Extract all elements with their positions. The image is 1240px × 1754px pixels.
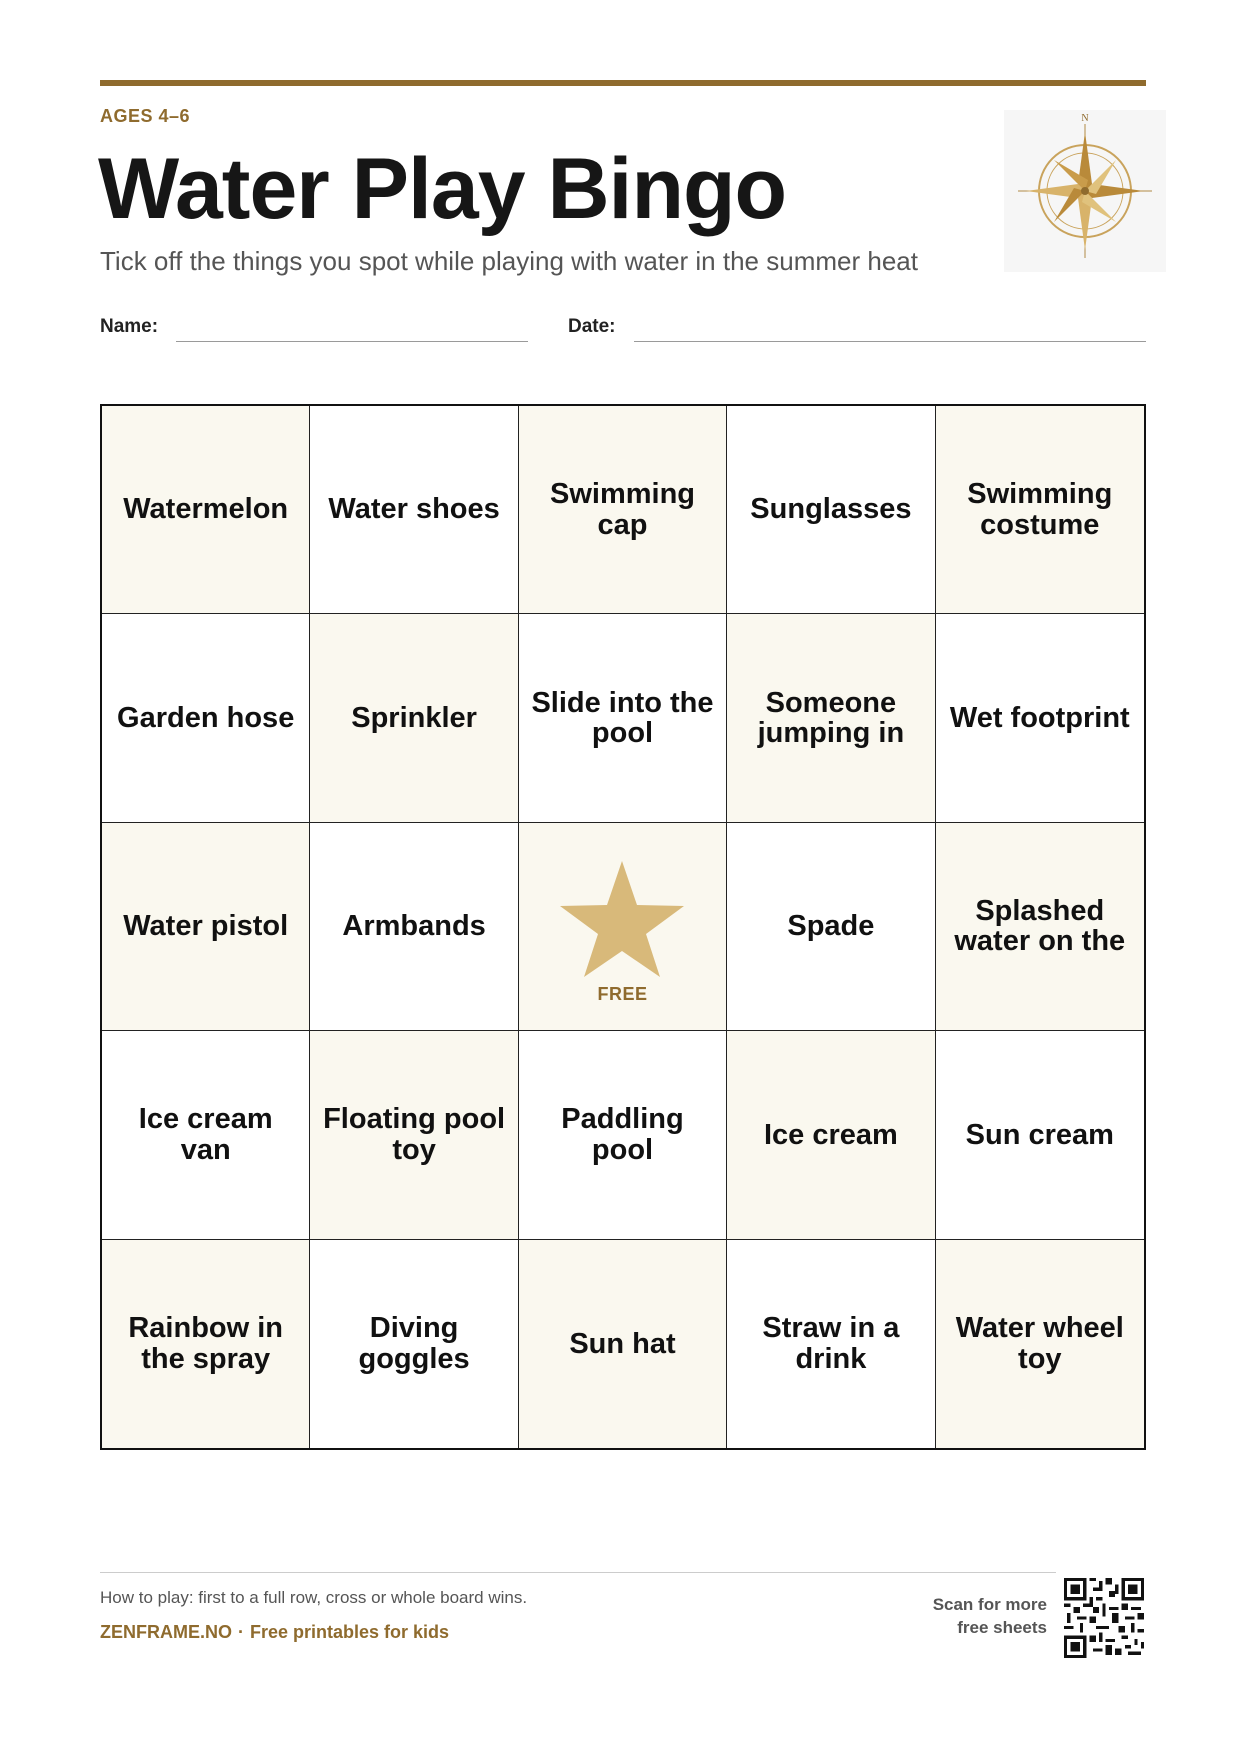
free-label: FREE — [597, 984, 648, 1005]
bingo-cell[interactable]: Sun hat — [519, 1240, 727, 1448]
date-label: Date: — [568, 316, 616, 337]
top-accent-bar — [100, 80, 1146, 86]
name-field[interactable] — [176, 341, 528, 342]
bingo-cell[interactable]: Garden hose — [102, 614, 310, 822]
bingo-cell[interactable]: Armbands — [310, 823, 518, 1031]
bingo-cell[interactable]: Splashed water on the — [936, 823, 1144, 1031]
age-range: AGES 4–6 — [100, 106, 191, 126]
bingo-cell[interactable]: Floating pool toy — [310, 1031, 518, 1239]
bingo-cell[interactable]: Water pistol — [102, 823, 310, 1031]
bingo-cell[interactable]: Wet footprint — [936, 614, 1144, 822]
scan-line-2: free sheets — [957, 1617, 1047, 1637]
bingo-cell[interactable]: Diving goggles — [310, 1240, 518, 1448]
bingo-cell[interactable]: Straw in a drink — [727, 1240, 935, 1448]
bingo-cell[interactable]: Spade — [727, 823, 935, 1031]
bingo-cell[interactable]: Ice cream van — [102, 1031, 310, 1239]
qr-code-icon[interactable] — [1064, 1578, 1144, 1658]
compass-rose-icon — [1004, 110, 1166, 272]
how-to-play: How to play: first to a full row, cross or whole board wins. — [100, 1588, 528, 1607]
brand-name[interactable]: ZENFRAME.NO — [100, 1622, 232, 1642]
bingo-cell[interactable]: Swimming cap — [519, 406, 727, 614]
bingo-cell[interactable]: Paddling pool — [519, 1031, 727, 1239]
page-subtitle: Tick off the things you spot while playing with water in the summer heat — [100, 246, 918, 276]
date-field[interactable] — [634, 341, 1146, 342]
brand-line — [100, 1622, 449, 1643]
bingo-cell[interactable]: Ice cream — [727, 1031, 935, 1239]
scan-note — [933, 1594, 1047, 1640]
name-label: Name: — [100, 316, 159, 337]
scan-line-1: Scan for more — [932, 1595, 1047, 1614]
free-space-cell[interactable] — [519, 823, 727, 1031]
svg-text:N: N — [1081, 113, 1089, 124]
bingo-cell[interactable]: Slide into the pool — [519, 614, 727, 822]
bingo-cell[interactable]: Sunglasses — [727, 406, 935, 614]
bingo-cell[interactable]: Sprinkler — [310, 614, 518, 822]
page-title: Water Play Bingo — [98, 141, 787, 237]
bingo-cell[interactable]: Watermelon — [102, 406, 310, 614]
bingo-cell[interactable]: Water shoes — [310, 406, 518, 614]
bingo-cell[interactable]: Swimming costume — [936, 406, 1144, 614]
brand-tagline: Free printables for kids — [250, 1622, 450, 1642]
star-icon — [558, 859, 686, 977]
footer-divider — [100, 1572, 1056, 1573]
bingo-cell[interactable]: Rainbow in the spray — [102, 1240, 310, 1448]
bingo-cell[interactable]: Sun cream — [936, 1031, 1144, 1239]
bingo-cell[interactable]: Water wheel toy — [936, 1240, 1144, 1448]
bingo-board — [100, 404, 1146, 1450]
brand-separator: · — [238, 1622, 244, 1642]
bingo-cell[interactable]: Someone jumping in — [727, 614, 935, 822]
